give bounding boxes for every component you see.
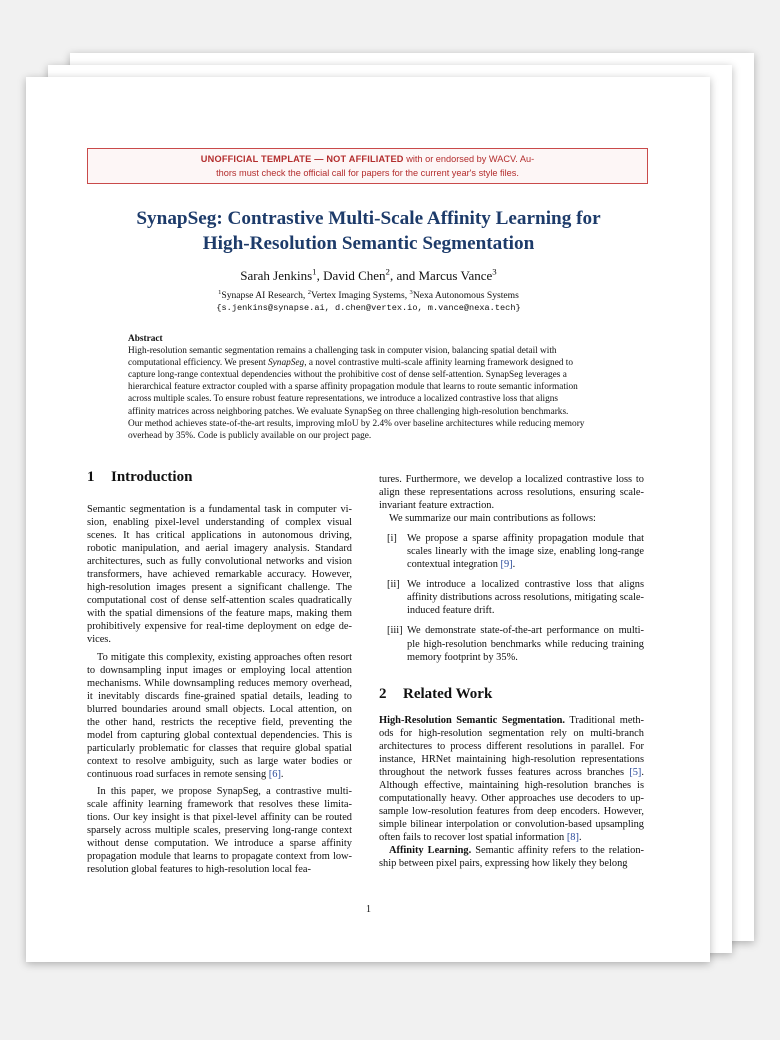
section-number: 2 xyxy=(379,685,387,702)
title-line-2: High-Resolution Semantic Segmentation xyxy=(202,233,535,254)
affiliation: Nexa Autonomous Systems xyxy=(412,290,519,301)
citation-link[interactable]: [8] xyxy=(566,832,579,844)
unofficial-template-banner xyxy=(87,148,648,184)
author-name: Marcus Vance xyxy=(418,268,493,283)
title-line-1: SynapSeg: Contrastive Multi-Scale Affinity Learning for xyxy=(136,208,601,229)
left-column xyxy=(87,468,352,876)
abstract-line: overhead by 35%. Code is publicly available on our project page. xyxy=(128,430,372,441)
citation-link[interactable]: [9] xyxy=(500,559,513,571)
citation-link[interactable]: [5] xyxy=(629,766,642,778)
contribution-item: [i] We propose a sparse affinity propagation module that scales linearly with the image size, enabling long-range contextual integration [9]. xyxy=(387,533,644,571)
author-sup: 2 xyxy=(385,266,390,277)
author-name: David Chen xyxy=(323,268,386,283)
paragraph-runin-title: Affinity Learning. xyxy=(389,845,472,857)
paper-page xyxy=(26,77,710,962)
section-title: Introduction xyxy=(111,469,193,485)
section-heading-introduction xyxy=(87,468,352,486)
section-number: 1 xyxy=(87,469,95,485)
citation-link[interactable]: [6] xyxy=(268,768,281,780)
author-sup: 3 xyxy=(492,266,497,277)
intro-paragraph-1: Semantic segmentation is a fundamental task in computer vi- sion, enabling pixel-level understanding of complex visual scenes. It has critical applications in autonomous driving, robotic manipulation, and aerial imagery analysis. Standard architectures, such as fully convolutional networks and vision transformers, have achieved remarkable accuracy. However, high-resolution images present a significant challenge. The computational cost of dense self-attention scales quadratically with the spatial dimensions of the feature maps, making them prohibitively expensive for real-time deployment on edge de-vices. xyxy=(87,504,352,646)
abstract-line: , a novel contrastive multi-scale affinity learning framework designed to xyxy=(304,358,574,369)
page-number: 1 xyxy=(366,904,371,915)
paragraph-runin-title: High-Resolution Semantic Segmentation. xyxy=(379,714,566,726)
section-title: Related Work xyxy=(403,685,493,702)
affiliations: $^1$Synapse AI Research, $^2$Vertex Imaging Systems, $^3$Nexa Autonomous Systems xyxy=(218,288,519,301)
contributions-intro: We summarize our main contributions as follows: xyxy=(389,513,596,525)
abstract-line: capture long-range contextual dependencies without the prohibitive cost of dense self-attention. SynapSeg leverages a xyxy=(128,370,567,381)
abstract-heading: Abstract xyxy=(128,334,163,344)
author-sup: 1 xyxy=(312,266,317,277)
section-heading-related-work xyxy=(379,685,644,703)
abstract-line: hierarchical feature extractor coupled with a sparse affinity propagation module that learns to route semantic information xyxy=(128,382,578,393)
related-paragraph-affinity: Affinity Learning. Semantic affinity refers to the relation- ship between pixel pairs, expressing how likely they belong xyxy=(379,845,644,870)
contribution-label: [ii] xyxy=(387,579,400,591)
banner-strong: UNOFFICIAL TEMPLATE — NOT AFFILIATED xyxy=(200,154,404,164)
contribution-label: [i] xyxy=(387,533,397,545)
abstract-line: High-resolution semantic segmentation remains a challenging task in computer vision, balancing spatial detail with xyxy=(128,346,557,357)
contribution-item: [iii] We demonstrate state-of-the-art performance on multi-ple high-resolution benchmarks while reducing training memory footprint by 35%. xyxy=(387,625,644,663)
related-paragraph-hr: High-Resolution Semantic Segmentation. Traditional meth-ods for high-resolution segmentation rely on multi-branch architectures to process different resolutions in parallel. For instance, HRNet maintaining high-resolution representations throughout the network fusses features across branches [5]. Although effective, maintaining high-resolution branches is computationally heavy. Other approaches use decoders to up-sample low-resolution features from deep encoders. However, simple bilinear interpolation or convolution-based upsampling often fails to recover lost spatial information [8]. xyxy=(379,714,644,844)
banner-line2: thors must check the official call for papers for the current year's style files. xyxy=(216,167,519,178)
affiliation: Synapse AI Research xyxy=(221,290,303,301)
intro-paragraph-3: In this paper, we propose SynapSeg, a contrastive multi-scale affinity learning framework that resolves these limita- tions. Our key insight is that pixel-level affinity can be routed sparsely across multiple scales, preserving long-range context without dense computation. We introduce a sparse affinity propagation module that learns to propagate context from low-resolution global features to high-resolution local fea- xyxy=(87,785,352,876)
banner-line1-rest: with or endorsed by WACV. Au- xyxy=(403,154,535,164)
contributions-list xyxy=(379,532,644,663)
contribution-label: [iii] xyxy=(387,625,403,637)
affil-sup: 2 xyxy=(307,288,311,296)
author-sep: , xyxy=(316,268,324,283)
affiliation: Vertex Imaging Systems xyxy=(310,290,405,301)
author-sep: , and xyxy=(389,268,419,283)
abstract-line: affinity matrices across neighboring patches. We evaluate SynapSeg on three challenging high-resolution benchmarks. xyxy=(128,406,569,417)
author-emails: {s.jenkins@synapse.ai, d.chen@vertex.io, m.vance@nexa.tech} xyxy=(216,303,521,313)
right-column xyxy=(379,473,644,870)
abstract-line: Our method achieves state-of-the-art results, improving mIoU by 2.4% over baseline architectures while reducing memory xyxy=(128,418,585,429)
contribution-item: [ii] We introduce a localized contrastive loss that aligns affinity distributions across resolutions, mitigating scale-induced feature drift. xyxy=(387,579,644,617)
affil-sup: 3 xyxy=(409,288,413,296)
intro-paragraph-2: To mitigate this complexity, existing approaches often resort to downsampling input images or employing local attention mechanisms. While downsampling reduces memory overhead, it inevitably discards fine-grained spatial details, leading to blurred boundaries around small objects. Local attention, on the other hand, restricts the receptive field, preventing the model from capturing global contextual dependencies. This is particularly problematic for classes that require global spatial context to resolve ambiguity, such as large water bodies or continuous road surfaces in remote sensing [6]. xyxy=(87,651,352,780)
affil-sup: 1 xyxy=(218,288,222,296)
abstract xyxy=(128,333,608,442)
paper-title xyxy=(87,206,650,256)
abstract-line: computational efficiency. We present xyxy=(128,358,269,369)
abstract-line: across multiple scales. To ensure robust feature representations, we introduce a localized contrastive loss that aligns xyxy=(128,394,559,405)
intro-paragraph-3-continued: tures. Furthermore, we develop a localized contrastive loss to align these representations across resolutions, ensuring scale-invariant feature extraction. xyxy=(379,474,644,512)
abstract-method-name: SynapSeg xyxy=(268,358,305,369)
author-list xyxy=(87,268,650,284)
author-name: Sarah Jenkins xyxy=(240,268,313,283)
